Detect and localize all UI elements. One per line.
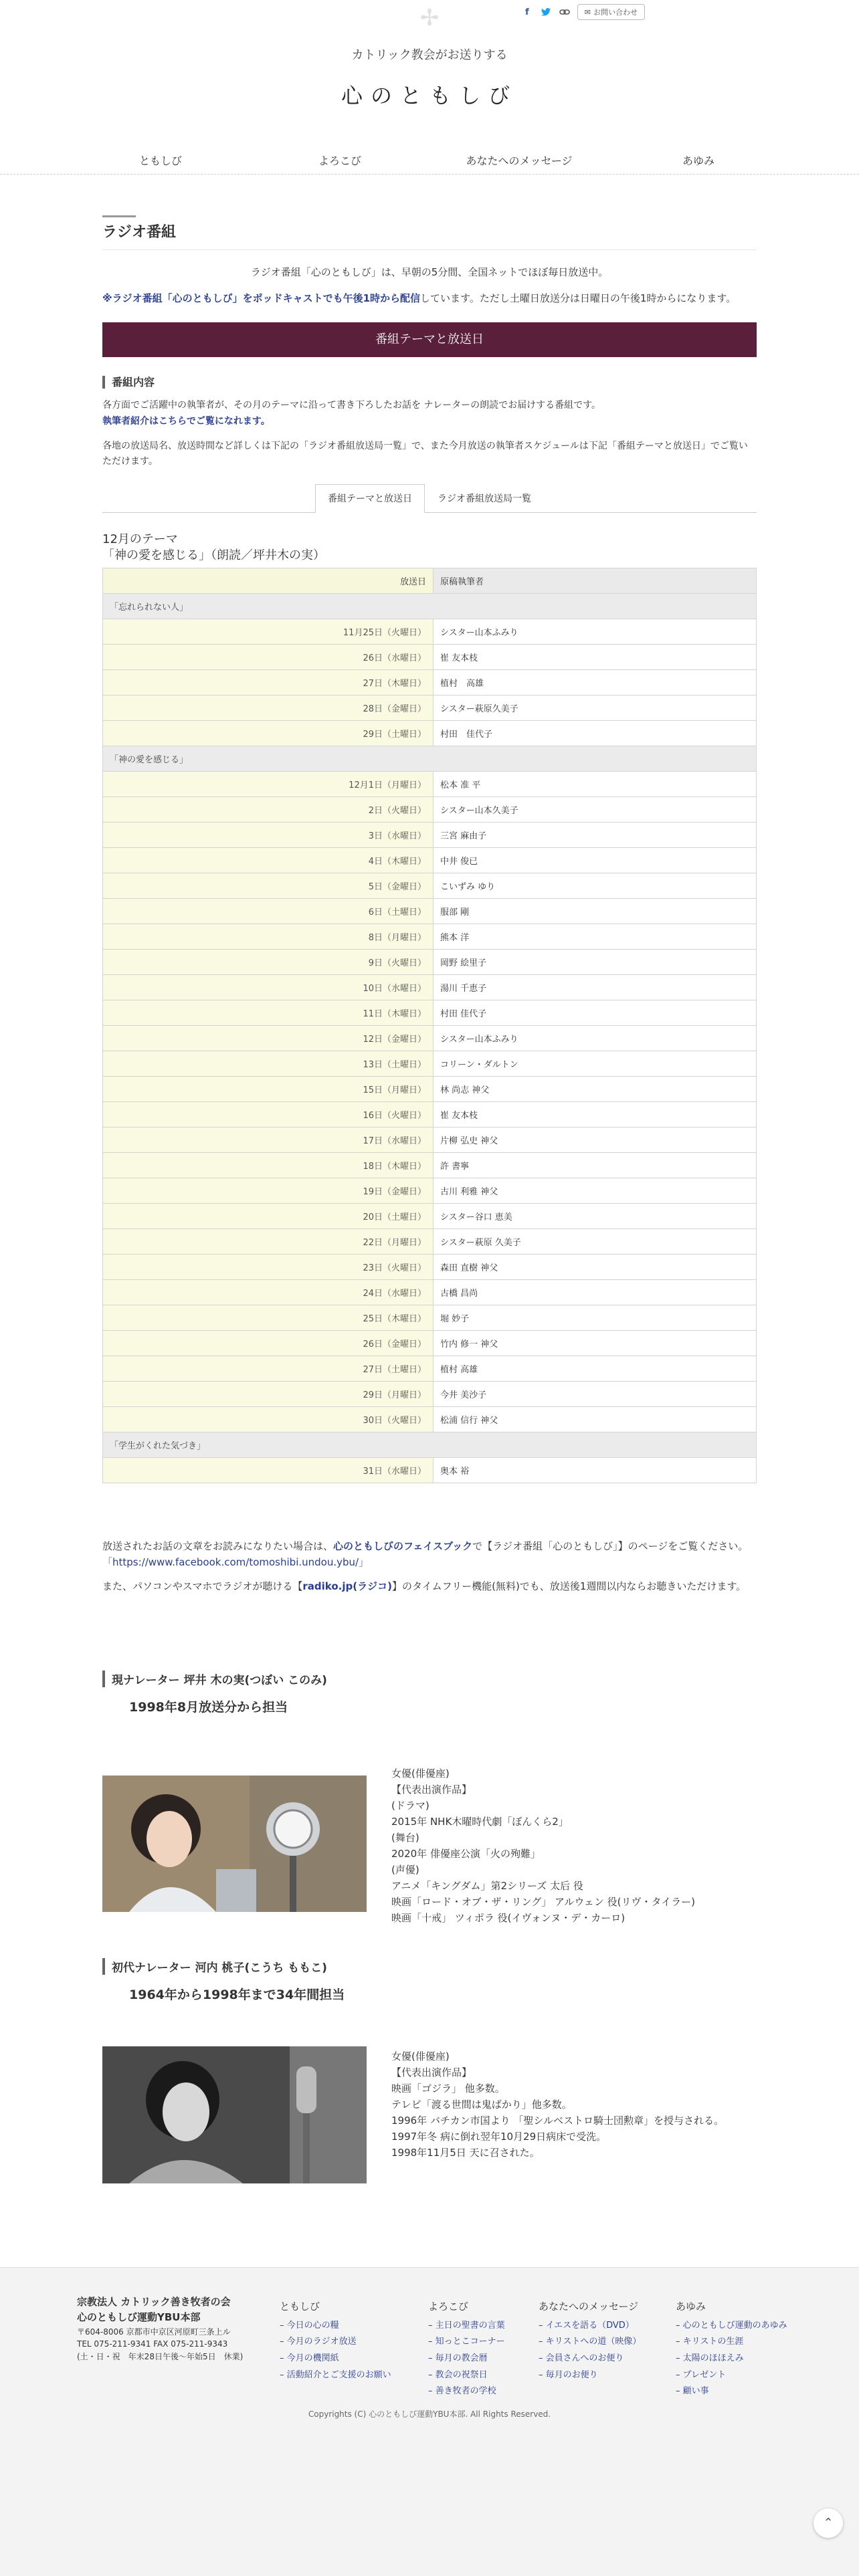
footer-link[interactable] <box>676 2318 787 2335</box>
footer-link[interactable] <box>280 2351 391 2367</box>
author-name: 岡野 絵里子 <box>434 950 757 975</box>
radiko-note-pre: また、パソコンやスマホでラジオが聴ける【 <box>102 1580 303 1592</box>
author-name: 竹内 修一 神父 <box>434 1331 757 1356</box>
broadcast-date: 11月25日（火曜日） <box>103 619 434 645</box>
dash-bullet-icon: – <box>280 2337 287 2347</box>
table-row <box>103 848 757 873</box>
twitter-icon[interactable] <box>540 6 552 18</box>
schedule-table <box>102 568 757 1483</box>
broadcast-date: 28日（金曜日） <box>103 695 434 721</box>
facebook-note <box>102 1538 757 1570</box>
table-row <box>103 772 757 797</box>
facebook-url[interactable]: 「https://www.facebook.com/tomoshibi.undou.ybu/」 <box>102 1556 369 1568</box>
bio-line: 1997年冬 病に倒れ翌年10月29日病床で受洗。 <box>391 2131 607 2143</box>
dash-bullet-icon: – <box>676 2386 683 2397</box>
broadcast-date: 30日（火曜日） <box>103 1407 434 1432</box>
footer-link[interactable] <box>428 2383 505 2400</box>
author-name: シスター山本ふみり <box>434 1026 757 1051</box>
tab-bar <box>102 484 757 513</box>
table-row <box>103 1229 757 1255</box>
broadcast-date: 26日（金曜日） <box>103 1331 434 1356</box>
bio-line: 映画「十戒」 ツィポラ 役(イヴォンヌ・デ・カーロ) <box>391 1912 626 1924</box>
bio-line: 【代表出演作品】 <box>391 2066 472 2078</box>
site-title[interactable]: 心のともしび <box>341 83 518 108</box>
footer-link-label: 知っとこコーナー <box>435 2337 505 2347</box>
table-row <box>103 1407 757 1432</box>
bio-line: 女優(俳優座) <box>391 2050 450 2062</box>
footer-link[interactable] <box>676 2367 787 2384</box>
broadcast-date: 20日（土曜日） <box>103 1204 434 1229</box>
link-icon[interactable] <box>559 6 571 18</box>
footer-link[interactable] <box>539 2367 641 2384</box>
scroll-top-button[interactable] <box>814 2508 843 2538</box>
table-row <box>103 1102 757 1128</box>
author-name: コリーン・ダルトン <box>434 1051 757 1077</box>
footer-link[interactable] <box>676 2383 787 2400</box>
nav-divider <box>0 174 859 175</box>
table-row <box>103 721 757 746</box>
broadcast-date: 29日（土曜日） <box>103 721 434 746</box>
section-heading: 番組内容 <box>102 376 757 389</box>
footer-link-label: 太陽のほほえみ <box>682 2353 744 2363</box>
footer-link[interactable] <box>539 2334 641 2351</box>
group-title: 「学生がくれた気づき」 <box>103 1432 757 1458</box>
broadcast-date: 15日（月曜日） <box>103 1077 434 1102</box>
chevron-up-icon: ⌃ <box>823 2516 834 2530</box>
broadcast-date: 26日（水曜日） <box>103 645 434 670</box>
footer-link-label: 教会の祝祭日 <box>435 2369 488 2380</box>
broadcast-date: 12月1日（月曜日） <box>103 772 434 797</box>
page-title: ラジオ番組 <box>102 221 757 250</box>
table-row <box>103 797 757 823</box>
footer-link-label: 顧い事 <box>682 2386 709 2397</box>
narrator1-heading: 現ナレーター 坪井 木の実(つぼい このみ) <box>102 1671 327 1687</box>
nav-item-yorokobi[interactable]: よろこび <box>318 154 361 167</box>
bio-line: 映画「ゴジラ」 他多数。 <box>391 2082 505 2095</box>
broadcast-date: 24日（水曜日） <box>103 1280 434 1305</box>
narrator2-photo-image <box>102 2046 367 2183</box>
schedule-body <box>103 594 757 1483</box>
footer-link-label: キリストへの道（映像） <box>545 2337 642 2347</box>
author-name: 今井 美沙子 <box>434 1382 757 1407</box>
dash-bullet-icon: – <box>428 2337 436 2347</box>
author-name: シスター山本ふみり <box>434 619 757 645</box>
bio-line: (声優) <box>391 1864 419 1876</box>
author-name: 古川 利雅 神父 <box>434 1178 757 1204</box>
tab-stations[interactable]: ラジオ番組放送局一覧 <box>438 493 531 504</box>
author-name: 村田 佳代子 <box>434 721 757 746</box>
radiko-note <box>102 1578 757 1594</box>
footer-column <box>676 2297 787 2400</box>
reading-info <box>102 1538 757 1602</box>
bio-line: (ドラマ) <box>391 1800 430 1812</box>
footer-link-label: 主日の聖書の言葉 <box>435 2320 505 2331</box>
bio-line: 1996年 バチカン市国より 「聖シルベストロ騎士団勲章」を授与される。 <box>391 2115 725 2127</box>
footer-link-label: 心のともしび運動のあゆみ <box>682 2320 787 2331</box>
copyright: Copyrights (C) 心のともしび運動YBU本部. All Rights Reserved. <box>308 2409 551 2419</box>
author-name: 村田 佳代子 <box>434 1000 757 1026</box>
footer-link[interactable] <box>539 2318 641 2335</box>
footer-link-label: 毎月の教会暦 <box>435 2353 488 2363</box>
narrator2-photo <box>102 2046 367 2183</box>
table-header-row <box>103 568 757 594</box>
group-row <box>103 594 757 619</box>
table-row <box>103 899 757 924</box>
narrator2-period: 1964年から1998年まで34年間担当 <box>129 1988 345 2002</box>
table-row <box>103 1077 757 1102</box>
author-name: 堀 妙子 <box>434 1305 757 1331</box>
footer-link-label: プレゼント <box>682 2369 727 2380</box>
broadcast-date: 6日（土曜日） <box>103 899 434 924</box>
cross-logo-icon[interactable]: ✢ <box>419 5 440 31</box>
table-row <box>103 1204 757 1229</box>
table-row <box>103 1026 757 1051</box>
table-row <box>103 619 757 645</box>
org-address: 〒604-8006 京都市中京区河原町三条上ル <box>77 2327 231 2337</box>
table-row <box>103 1305 757 1331</box>
author-name: 中井 俊已 <box>434 848 757 873</box>
footer-column <box>280 2297 391 2383</box>
tab-schedule[interactable]: 番組テーマと放送日 <box>315 484 425 513</box>
group-title: 「神の愛を感じる」 <box>103 746 757 772</box>
author-name: 湯川 千恵子 <box>434 975 757 1000</box>
group-row <box>103 1432 757 1458</box>
broadcast-date: 16日（火曜日） <box>103 1102 434 1128</box>
broadcast-date: 13日（土曜日） <box>103 1051 434 1077</box>
footer-column <box>428 2297 505 2400</box>
podcast-notice <box>102 291 757 306</box>
broadcast-date: 10日（水曜日） <box>103 975 434 1000</box>
dash-bullet-icon: – <box>280 2369 287 2380</box>
broadcast-date: 18日（木曜日） <box>103 1153 434 1178</box>
author-name: 許 書寧 <box>434 1153 757 1178</box>
dash-bullet-icon: – <box>428 2353 436 2363</box>
author-name: シスター谷口 恵美 <box>434 1204 757 1229</box>
table-row <box>103 975 757 1000</box>
table-row <box>103 1051 757 1077</box>
bio-line: (舞台) <box>391 1832 419 1844</box>
broadcast-date: 31日（水曜日） <box>103 1458 434 1483</box>
broadcast-date: 23日（火曜日） <box>103 1255 434 1280</box>
writers-link[interactable]: 執筆者紹介はこちらでご覧になれます。 <box>102 415 270 427</box>
broadcast-date: 4日（木曜日） <box>103 848 434 873</box>
author-name: 林 尚志 神父 <box>434 1077 757 1102</box>
broadcast-date: 25日（木曜日） <box>103 1305 434 1331</box>
broadcast-date: 11日（木曜日） <box>103 1000 434 1026</box>
podcast-notice-rest: しています。ただし土曜日放送分は日曜日の午後1時からになります。 <box>420 292 737 304</box>
broadcast-date: 22日（月曜日） <box>103 1229 434 1255</box>
footer-link-label: 今月のラジオ放送 <box>286 2337 357 2347</box>
site-tagline: カトリック教会がお送りする <box>351 48 508 62</box>
table-row <box>103 1178 757 1204</box>
footer-link-label: イエスを語る（DVD） <box>545 2320 634 2331</box>
month-theme <box>102 532 757 564</box>
group-title: 「忘れられない人」 <box>103 594 757 619</box>
broadcast-date: 17日（水曜日） <box>103 1128 434 1153</box>
table-row <box>103 695 757 721</box>
bio-line: 映画「ロード・オブ・ザ・リング」 アルウェン 役(リヴ・タイラー) <box>391 1896 695 1908</box>
broadcast-date: 9日（火曜日） <box>103 950 434 975</box>
footer-link-label: 善き牧者の学校 <box>435 2386 496 2397</box>
table-row <box>103 924 757 950</box>
dash-bullet-icon: – <box>676 2337 683 2347</box>
table-row <box>103 1458 757 1483</box>
author-name: シスター山本久美子 <box>434 797 757 823</box>
podcast-notice-bold[interactable]: ※ラジオ番組「心のともしび」をポッドキャストでも午後1時から配信 <box>102 292 421 304</box>
contact-button[interactable] <box>577 4 645 20</box>
broadcast-date: 5日（金曜日） <box>103 873 434 899</box>
dash-bullet-icon: – <box>539 2353 546 2363</box>
program-description <box>102 398 757 429</box>
dash-bullet-icon: – <box>428 2320 436 2331</box>
footer-link-label: 毎月のお便り <box>545 2369 598 2380</box>
schedule-banner: 番組テーマと放送日 <box>102 322 757 357</box>
broadcast-date: 29日（月曜日） <box>103 1382 434 1407</box>
table-row <box>103 670 757 695</box>
header-toolbar <box>521 4 645 20</box>
org-name: 宗教法人 カトリック善き牧者の会 <box>77 2296 231 2308</box>
nav-item-ayumi[interactable]: あゆみ <box>682 154 714 167</box>
site-footer <box>0 2267 859 2576</box>
footer-column-title: よろこび <box>428 2300 469 2313</box>
footer-link[interactable] <box>280 2318 391 2335</box>
org-phone: TEL 075-211-9341 FAX 075-211-9343 <box>77 2339 228 2349</box>
broadcast-date: 2日（火曜日） <box>103 797 434 823</box>
dash-bullet-icon: – <box>676 2369 683 2380</box>
narrator1-since: 1998年8月放送分から担当 <box>129 1700 288 1715</box>
facebook-link[interactable]: 心のともしびのフェイスブック <box>333 1540 473 1552</box>
bio-line: 女優(俳優座) <box>391 1767 450 1780</box>
bio-line: 【代表出演作品】 <box>391 1784 472 1796</box>
footer-link[interactable] <box>280 2334 391 2351</box>
footer-link[interactable] <box>428 2334 505 2351</box>
narrator1-bio <box>391 1765 726 1926</box>
author-name: 服部 剛 <box>434 899 757 924</box>
author-name: 崔 友本枝 <box>434 645 757 670</box>
table-row <box>103 1331 757 1356</box>
narrator2-bio <box>391 2048 726 2161</box>
author-name: 片柳 弘史 神父 <box>434 1128 757 1153</box>
footer-link[interactable] <box>428 2351 505 2367</box>
author-name: 古橋 昌尚 <box>434 1280 757 1305</box>
intro-text: ラジオ番組「心のともしび」は、早朝の5分間、全国ネットでほぼ毎日放送中。 <box>250 266 609 278</box>
footer-link[interactable] <box>539 2351 641 2367</box>
author-name: 森田 直樹 神父 <box>434 1255 757 1280</box>
table-row <box>103 823 757 848</box>
month-theme-subtitle: 「神の愛を感じる」（朗読／坪井木の実） <box>102 548 325 563</box>
bio-line: テレビ「渡る世間は鬼ばかり」他多数。 <box>391 2099 572 2111</box>
author-name: 崔 友本枝 <box>434 1102 757 1128</box>
dash-bullet-icon: – <box>428 2369 436 2380</box>
radiko-note-post: 】のタイムフリー機能(無料)でも、放送後1週間以内ならお聴きいただけます。 <box>391 1580 747 1592</box>
facebook-note-post: で【ラジオ番組「心のともしび」】のページをご覧ください。 <box>472 1540 749 1552</box>
radiko-link[interactable]: radiko.jp(ラジコ) <box>302 1580 392 1592</box>
bio-line: 2020年 俳優座公演「火の殉難」 <box>391 1848 541 1860</box>
footer-link[interactable] <box>280 2367 391 2384</box>
author-name: 松浦 信行 神父 <box>434 1407 757 1432</box>
author-name: シスター萩原久美子 <box>434 695 757 721</box>
header-date: 放送日 <box>103 568 434 594</box>
nav-item-message[interactable]: あなたへのメッセージ <box>466 154 573 167</box>
author-name: 三宮 麻由子 <box>434 823 757 848</box>
table-row <box>103 1382 757 1407</box>
footer-link[interactable] <box>676 2334 787 2351</box>
facebook-note-pre: 放送されたお話の文章をお読みになりたい場合は、 <box>102 1540 334 1552</box>
bio-line: 2015年 NHK木曜時代劇「ぼんくら2」 <box>391 1816 569 1828</box>
org-division: 心のともしび運動YBU本部 <box>77 2311 201 2324</box>
table-row <box>103 1153 757 1178</box>
dash-bullet-icon: – <box>539 2320 546 2331</box>
dash-bullet-icon: – <box>280 2353 287 2363</box>
broadcast-date: 3日（水曜日） <box>103 823 434 848</box>
dash-bullet-icon: – <box>676 2353 683 2363</box>
author-name: 熊本 洋 <box>434 924 757 950</box>
broadcast-date: 27日（木曜日） <box>103 670 434 695</box>
narrator1-photo-image <box>102 1776 367 1912</box>
table-row <box>103 873 757 899</box>
broadcast-date: 27日（土曜日） <box>103 1356 434 1382</box>
group-row <box>103 746 757 772</box>
footer-organization <box>77 2294 258 2363</box>
footer-column-title: ともしび <box>280 2300 320 2313</box>
table-row <box>103 1000 757 1026</box>
dash-bullet-icon: – <box>539 2369 546 2380</box>
month-theme-title: 12月のテーマ <box>102 532 178 546</box>
footer-link[interactable] <box>428 2367 505 2384</box>
footer-link-label: 今日の心の糧 <box>286 2320 339 2331</box>
footer-link-label: 今月の機関紙 <box>286 2353 339 2363</box>
table-row <box>103 950 757 975</box>
footer-column-title: あなたへのメッセージ <box>539 2300 639 2313</box>
dash-bullet-icon: – <box>676 2320 683 2331</box>
dash-bullet-icon: – <box>539 2337 546 2347</box>
table-row <box>103 1280 757 1305</box>
table-row <box>103 645 757 670</box>
footer-column <box>539 2297 641 2383</box>
table-row <box>103 1128 757 1153</box>
narrator2-heading: 初代ナレーター 河内 桃子(こうち ももこ) <box>102 1958 327 1975</box>
footer-link-label: キリストの生涯 <box>682 2337 744 2347</box>
footer-column-title: あゆみ <box>676 2300 706 2313</box>
footer-link[interactable] <box>676 2351 787 2367</box>
table-row <box>103 1255 757 1280</box>
broadcast-date: 19日（金曜日） <box>103 1178 434 1204</box>
main-nav <box>87 148 772 172</box>
footer-link-label: 会員さんへのお便り <box>545 2353 624 2363</box>
bio-line: アニメ「キングダム」第2シリーズ 太后 役 <box>391 1880 583 1892</box>
table-row <box>103 1356 757 1382</box>
author-name: 植村 高雄 <box>434 670 757 695</box>
dash-bullet-icon: – <box>280 2320 287 2331</box>
broadcast-date: 12日（金曜日） <box>103 1026 434 1051</box>
author-name: こいずみ ゆり <box>434 873 757 899</box>
author-name: 奥本 裕 <box>434 1458 757 1483</box>
dash-bullet-icon: – <box>428 2386 436 2397</box>
author-name: 植村 高雄 <box>434 1356 757 1382</box>
header-author: 原稿執筆者 <box>434 568 757 594</box>
program-description-text: 各方面でご活躍中の執筆者が、その月のテーマに沿って書き下ろしたお話を ナレーターの朗読でお届けする番組です。 <box>102 400 601 411</box>
facebook-icon[interactable]: f <box>524 7 529 17</box>
mail-icon: ✉ <box>584 7 591 17</box>
narrator1-photo <box>102 1776 367 1912</box>
nav-item-tomoshibi[interactable]: ともしび <box>138 154 182 167</box>
main-content <box>102 221 757 1483</box>
author-name: 松本 准 平 <box>434 772 757 797</box>
org-hours: (土・日・祝 年末28日午後〜年始5日 休業) <box>77 2351 244 2361</box>
bio-line: 1998年11月5日 天に召された。 <box>391 2147 540 2159</box>
footer-link[interactable] <box>428 2318 505 2335</box>
broadcast-date: 8日（月曜日） <box>103 924 434 950</box>
footer-link-label: 活動紹介とご支援のお願い <box>286 2369 391 2380</box>
author-name: シスター萩原 久美子 <box>434 1229 757 1255</box>
contact-label: お問い合わせ <box>593 8 638 17</box>
stations-description: 各地の放送局名、放送時間など詳しくは下記の「ラジオ番組放送局一覧」で、また今月放送の執筆者スケジュールは下記「番組テーマと放送日」でご覧いただけます。 <box>102 440 748 467</box>
